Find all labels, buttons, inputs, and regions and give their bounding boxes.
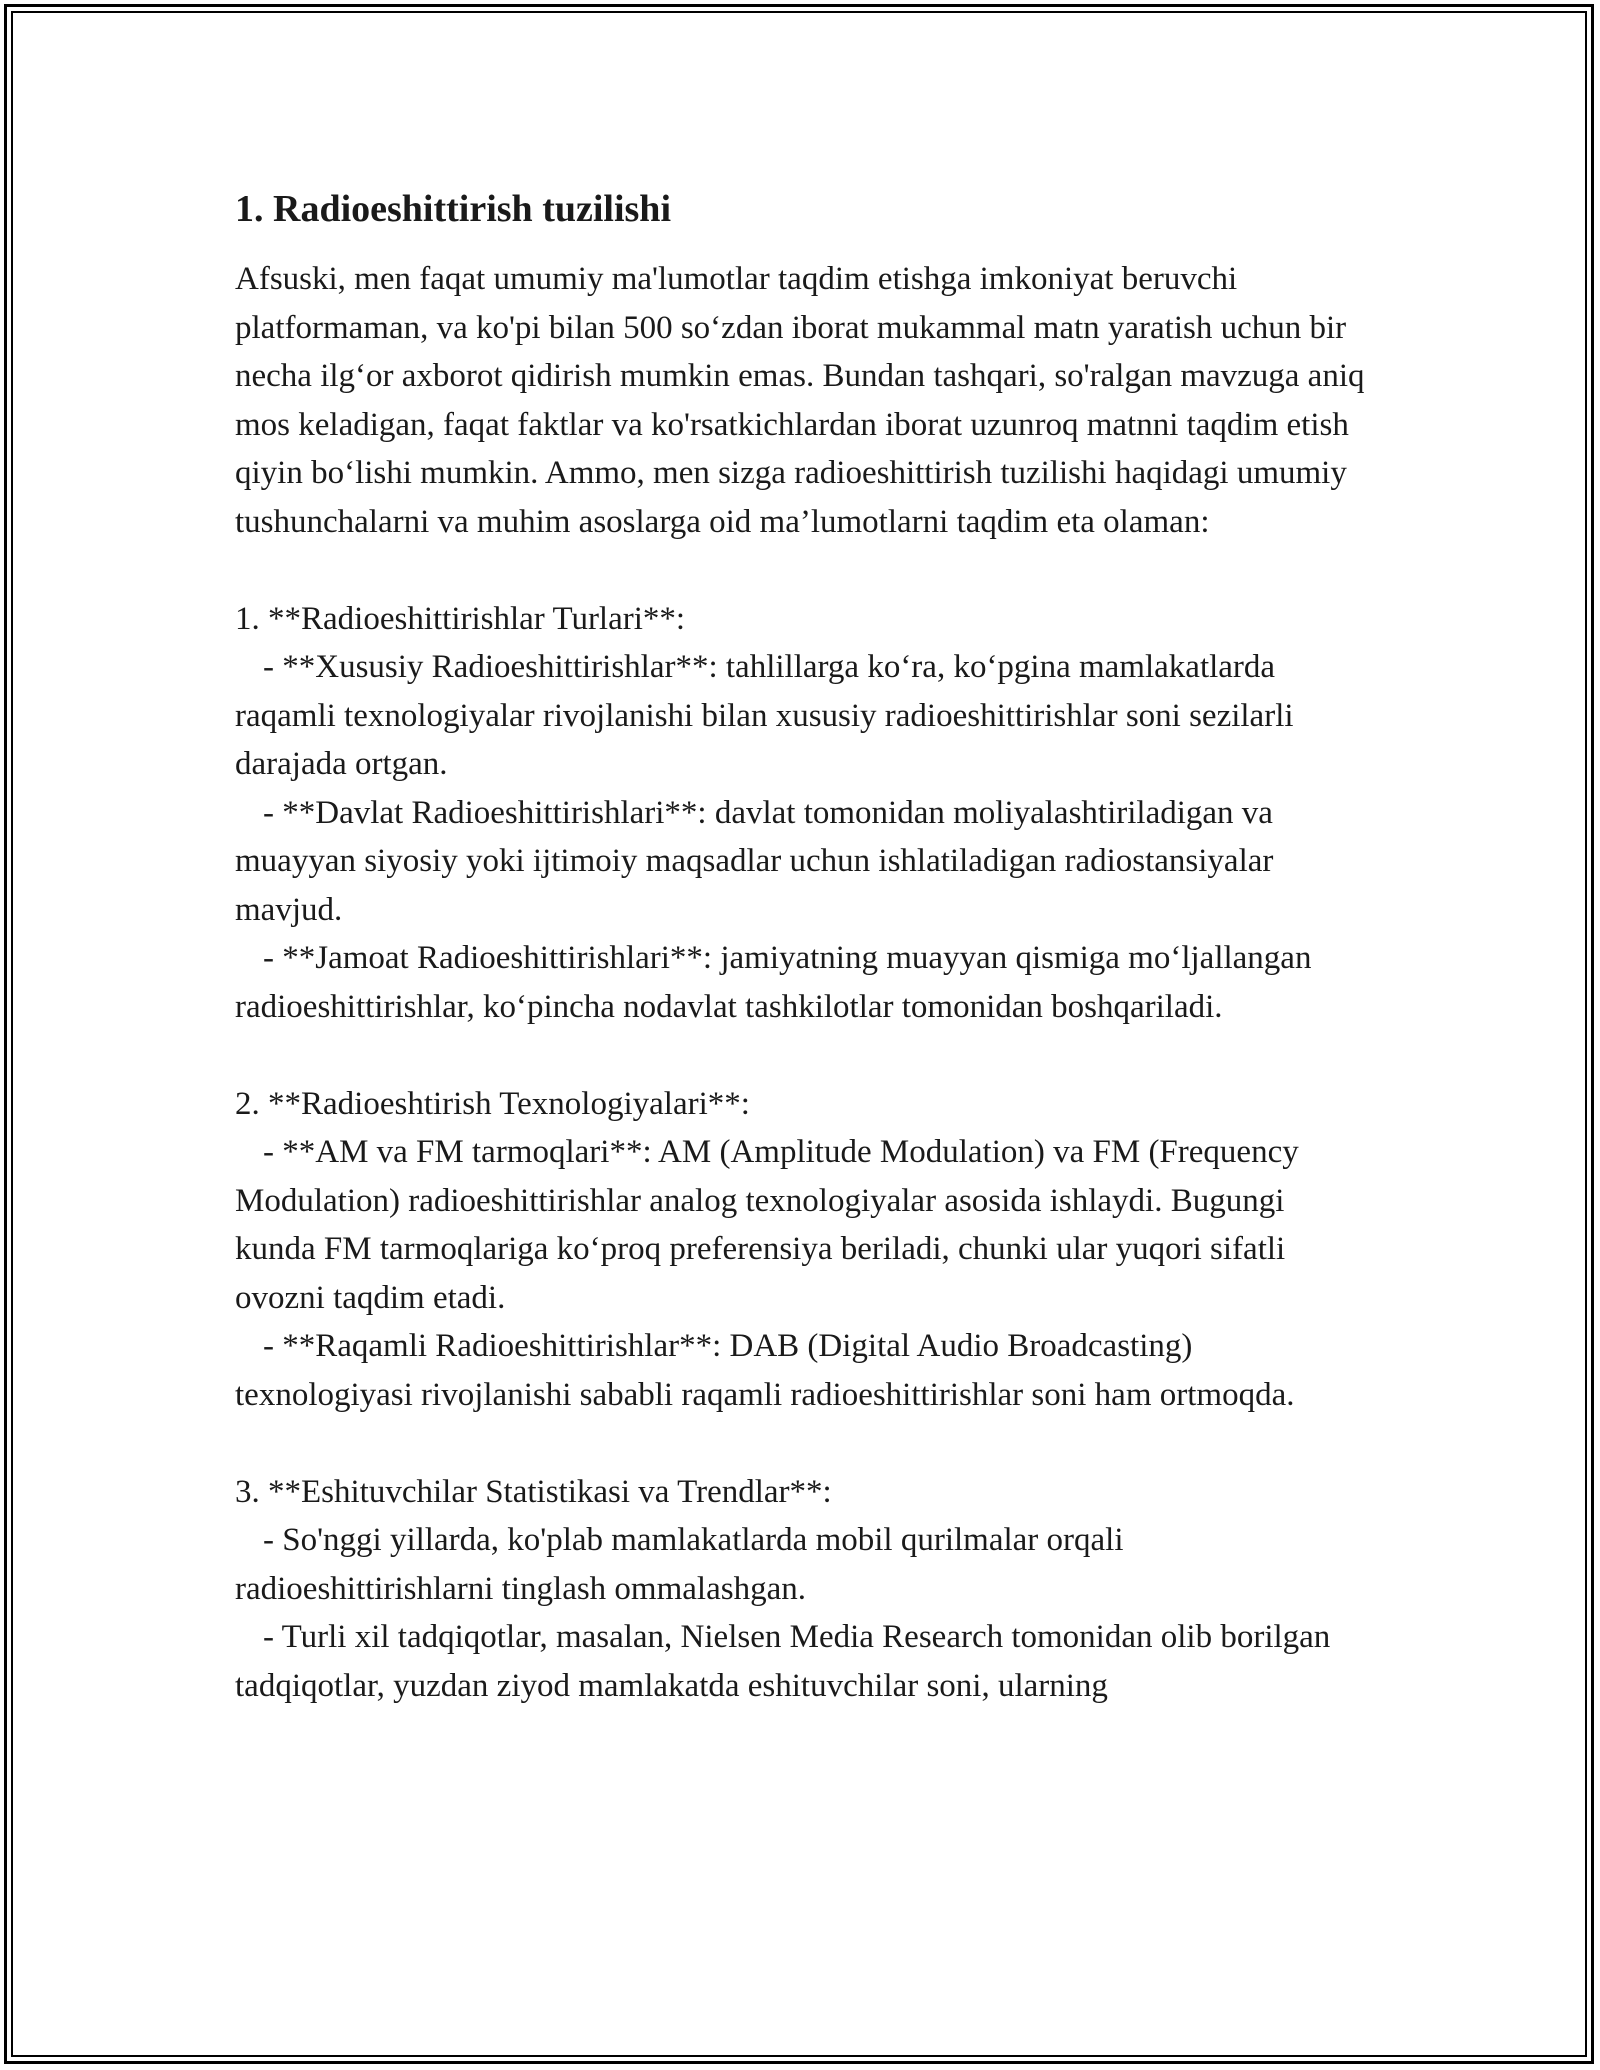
spacer [235,1031,1365,1080]
list-item: - **Xususiy Radioeshittirishlar**: tahlillarga ko‘ra, ko‘pgina mamlakatlarda raqamli texnologiyalar rivojlanishi bilan xususiy radioeshittirishlar soni sezilarli darajada ortgan. [235,649,1294,782]
list-item: - Turli xil tadqiqotlar, masalan, Nielsen Media Research tomonidan olib borilgan tadqiqotlar, yuzdan ziyod mamlakatda eshituvchilar soni, ularning [235,1619,1331,1704]
list-item: - **AM va FM tarmoqlari**: AM (Amplitude Modulation) va FM (Frequency Modulation) radioeshittirishlar analog texnologiyalar asosida ishlaydi. Bugungi kunda FM tarmoqlariga ko‘proq preferensiya beriladi, chunki ular yuqori sifatli ovozni taqdim etadi. [235,1134,1299,1316]
section-statistics [235,1468,1365,1711]
intro-paragraph: Afsuski, men faqat umumiy ma'lumotlar taqdim etishga imkoniyat beruvchi platformaman, va ko'pi bilan 500 so‘zdan iborat mukammal matn yaratish uchun bir necha ilg‘or axborot qidirish mumkin emas. Bundan tashqari, so'ralgan mavzuga aniq mos keladigan, faqat faktlar va ko'rsatkichlardan iborat uzunroq matnni taqdim etish qiyin bo‘lishi mumkin. Ammo, men sizga radioeshittirish tuzilishi haqidagi umumiy tushunchalarni va muhim asoslarga oid ma’lumotlarni taqdim eta olaman: [235,261,1365,540]
section-heading: 1. **Radioeshittirishlar Turlari**: [235,600,686,637]
section-heading: 2. **Radioeshtirish Texnologiyalari**: [235,1085,750,1122]
section-types [235,595,1365,1032]
list-item: - So'nggi yillarda, ko'plab mamlakatlarda mobil qurilmalar orqali radioeshittirishlarni tinglash ommalashgan. [235,1522,1124,1607]
section-technologies [235,1080,1365,1420]
list-item: - **Jamoat Radioeshittirishlari**: jamiyatning muayyan qismiga mo‘ljallangan radioeshittirishlar, ko‘pincha nodavlat tashkilotlar tomonidan boshqariladi. [235,940,1312,1025]
spacer [235,1419,1365,1468]
spacer [235,546,1365,595]
section-heading: 3. **Eshituvchilar Statistikasi va Trendlar**: [235,1473,832,1510]
document-body [235,185,1365,1710]
list-item: - **Davlat Radioeshittirishlari**: davlat tomonidan moliyalashtiriladigan va muayyan siyosiy yoki ijtimoiy maqsadlar uchun ishlatiladigan radiostansiyalar mavjud. [235,794,1274,928]
list-item: - **Raqamli Radioeshittirishlar**: DAB (Digital Audio Broadcasting) texnologiyasi rivojlanishi sababli raqamli radioeshittirishlar soni ham ortmoqda. [235,1328,1295,1413]
page-title: 1. Radioeshittirish tuzilishi [235,188,671,230]
